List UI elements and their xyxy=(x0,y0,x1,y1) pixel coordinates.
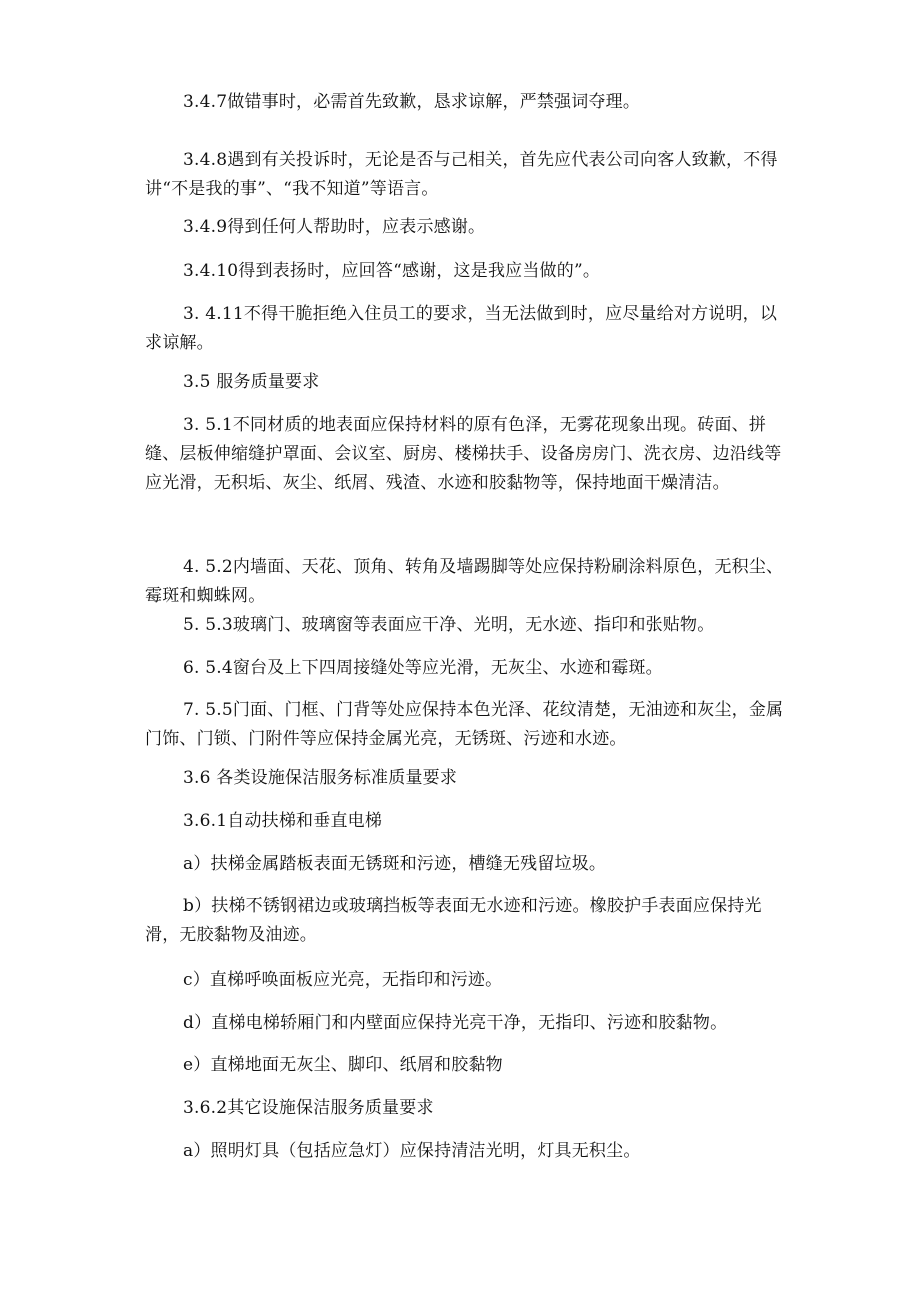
item-e-elevator-floor: e）直梯地面无灰尘、脚印、纸屑和胶黏物 xyxy=(183,1055,503,1075)
paragraph-3-4-7: 3.4.7做错事时，必需首先致歉，恳求谅解，严禁强词夺理。 xyxy=(183,92,641,112)
paragraph-5-4: 6. 5.4窗台及上下四周接缝处等应光滑，无灰尘、水迹和霉斑。 xyxy=(183,658,663,678)
paragraph-3-4-10: 3.4.10得到表扬时，应回答“感谢，这是我应当做的”。 xyxy=(183,261,601,281)
paragraph-3-4-9: 3.4.9得到任何人帮助时，应表示感谢。 xyxy=(183,217,486,237)
item-b-escalator-skirt: b）扶梯不锈钢裙边或玻璃挡板等表面无水迹和污迹。橡胶护手表面应保持光滑，无胶黏物及油迹。 xyxy=(145,896,762,945)
heading-3-6-1: 3.6.1自动扶梯和垂直电梯 xyxy=(183,811,383,831)
paragraph-3-4-8: 3.4.8遇到有关投诉时，无论是否与己相关，首先应代表公司向客人致歉，不得讲“不是我的事”、“我不知道”等语言。 xyxy=(145,150,778,199)
item-d-elevator-car: d）直梯电梯轿厢门和内壁面应保持光亮干净，无指印、污迹和胶黏物。 xyxy=(183,1013,728,1033)
heading-3-6-2: 3.6.2其它设施保洁服务质量要求 xyxy=(183,1098,434,1118)
item-a-lighting: a）照明灯具（包括应急灯）应保持清洁光明，灯具无积尘。 xyxy=(183,1141,641,1161)
paragraph-3-4-11: 3. 4.11不得干脆拒绝入住员工的要求，当无法做到时，应尽量给对方说明，以求谅解。 xyxy=(145,304,778,353)
heading-3-5: 3.5 服务质量要求 xyxy=(183,372,320,392)
paragraph-3-5-1: 3. 5.1不同材质的地表面应保持材料的原有色泽，无雾花现象出现。砖面、拼缝、层板伸缩缝护罩面、会议室、厨房、楼梯扶手、设备房房门、洗衣房、边沿线等应光滑，无积垢、灰尘、纸屑、残渣、水迹和胶黏物等，保持地面干燥清洁。 xyxy=(145,415,782,493)
paragraph-5-2: 4. 5.2内墙面、天花、顶角、转角及墙踢脚等处应保持粉刷涂料原色，无积尘、霉斑和蜘蛛网。 xyxy=(145,557,784,606)
paragraph-5-3: 5. 5.3玻璃门、玻璃窗等表面应干净、光明，无水迹、指印和张贴物。 xyxy=(183,615,715,635)
paragraph-5-5: 7. 5.5门面、门框、门背等处应保持本色光泽、花纹清楚，无油迹和灰尘，金属门饰、门锁、门附件等应保持金属光亮，无锈斑、污迹和水迹。 xyxy=(145,700,784,749)
item-c-call-panel: c）直梯呼唤面板应光亮，无指印和污迹。 xyxy=(183,970,503,990)
item-a-escalator-steps: a）扶梯金属踏板表面无锈斑和污迹，槽缝无残留垃圾。 xyxy=(183,854,607,874)
heading-3-6: 3.6 各类设施保洁服务标准质量要求 xyxy=(183,768,458,788)
